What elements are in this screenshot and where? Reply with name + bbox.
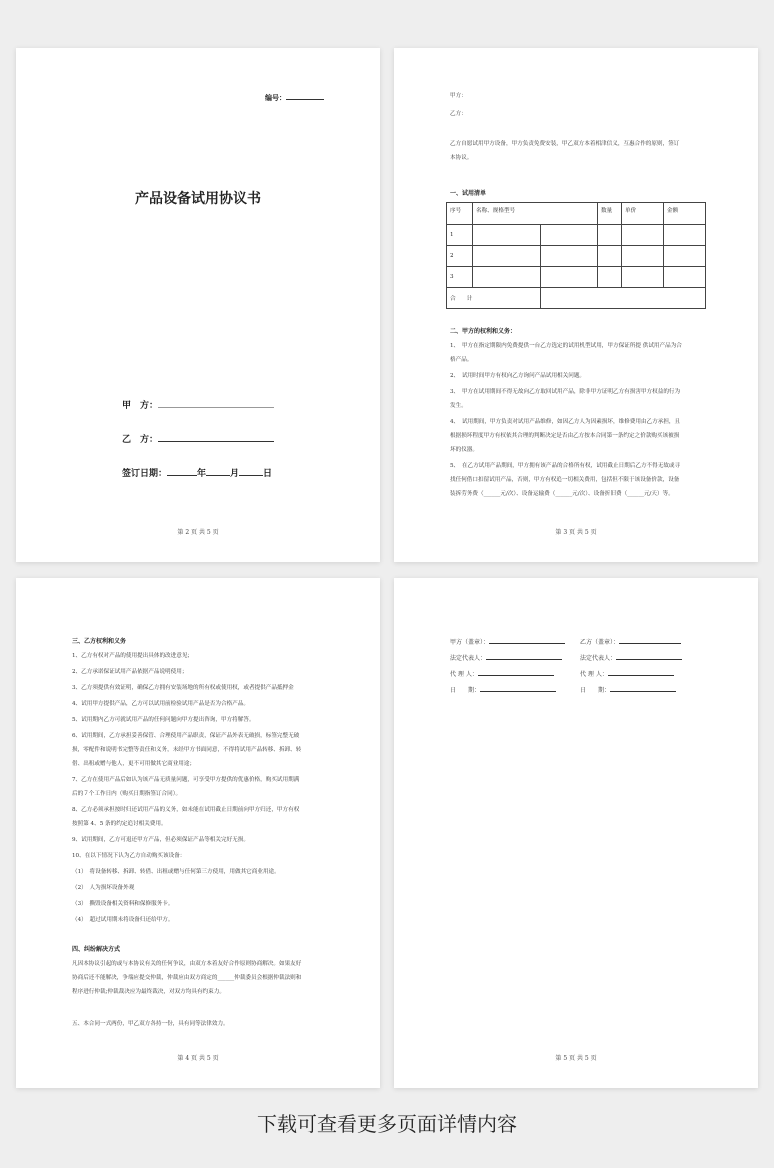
party-a-blank: [158, 400, 274, 408]
table-header-cell: 单价: [622, 203, 664, 225]
page-footer: 第 3 页 共 5 页: [555, 529, 597, 536]
paragraph-line: 1、 甲方在指定期限内免费提供一台乙方选定的试用机型试用，甲方保证所提 供试用产品为合: [450, 343, 682, 349]
sign-date-label: 签订日期：: [122, 469, 168, 479]
paragraph-line: 6、试用期间，乙方承担妥善保管、合理使用产品职责，保证产品外表无破损，标签完整无破: [72, 733, 300, 739]
table-cell: [473, 225, 541, 246]
paragraph-line: 发生。: [450, 403, 467, 409]
paragraph-line: 2、 试用时间甲方有权向乙方询问产品试用相关问题。: [450, 373, 586, 379]
signature-blank: [610, 684, 676, 692]
page-four: [16, 578, 380, 1088]
table-row: [447, 267, 706, 288]
paragraph-line: 找任何借口扣留试用产品，否则，甲方有权追一切相关费用，包括但不限于该设备价款，设备: [450, 477, 680, 483]
table-cell: [598, 246, 622, 267]
sign-date-line: [122, 466, 272, 479]
signature-blank: [616, 652, 682, 660]
table-cell: [541, 225, 598, 246]
table-row: [447, 225, 706, 246]
table-cell: [622, 246, 664, 267]
signature-label: 法定代表人：: [580, 655, 617, 662]
signature-blank: [486, 652, 562, 660]
paragraph-line: 凡因本协议引起的或与本协议有关的任何争议，由双方本着友好合作原则协商解决。如果友好: [72, 961, 302, 967]
signature-label: 代 理 人：: [450, 671, 478, 678]
paragraph-line: （3） 撕毁设备相关资料和保修服务卡。: [72, 901, 174, 907]
paragraph-line: （1） 将设备转移、拆卸、转借、出租或赠与任何第三方使用，用做其它商业用途。: [72, 869, 280, 875]
table-cell: [473, 267, 541, 288]
paragraph-line: 格产品。: [450, 357, 473, 363]
signature-label: 乙方（盖章）：: [580, 639, 620, 646]
signature-label: 甲方（盖章）：: [450, 639, 490, 646]
paragraph-line: 程序进行仲裁;仲裁裁决应为最终裁决，对双方均具有约束力。: [72, 989, 225, 995]
number-label: 编号：: [265, 93, 286, 102]
section-heading: 四、纠纷解决方式: [72, 946, 121, 953]
paragraph-line: 2、乙方承诺保证试用产品依据产品说明使用；: [72, 669, 188, 675]
paragraph-line: 3、乙方须提供有效证明，确保乙方拥有安装场地的所有权或使用权，或者提供产品抵押金: [72, 685, 294, 691]
table-total-label: 合 计: [447, 288, 541, 309]
page-three: [394, 48, 758, 562]
paragraph-line: 损，零配件和说明书完整等责任和义务，未经甲方书面同意，不得将试用产品转移、拆卸、转: [72, 747, 302, 753]
signature-line: [580, 668, 674, 678]
party-b-blank: [158, 434, 274, 442]
table-cell: 2: [447, 246, 473, 267]
table-header-cell: 金额: [664, 203, 706, 225]
signature-blank: [489, 636, 565, 644]
paragraph-line: 10、在以下情况下认为乙方自动购买该设备：: [72, 853, 186, 859]
paragraph-line: 按照第 4、5 条的约定追讨相关费用。: [72, 821, 167, 827]
paragraph-line: 后的７个工作日内（购买日期指签订合同）。: [72, 791, 182, 797]
number-blank: [286, 92, 324, 100]
paragraph-line: 7、乙方在使用产品后如认为该产品无质量问题，可享受甲方提供的优惠价格，购买试用期满: [72, 777, 300, 783]
party-a-line: 甲方：: [450, 93, 467, 99]
paragraph-line: 根据损坏程度甲方有权依其合理的判断决定是否由乙方按本合同第一条约定之价款购买该被损: [450, 433, 680, 439]
month-blank: [206, 468, 230, 476]
table-cell: 3: [447, 267, 473, 288]
year-blank: [167, 468, 197, 476]
paragraph-line: 装拆劳务费（______元/次）、设备运输费（______元/次）、设备折旧费（______元/天）等。: [450, 491, 674, 497]
section-heading: 三、乙方权利和义务: [72, 638, 127, 645]
paragraph-line: 9、试用期间，乙方可退还甲方产品，但必须保证产品等相关完好无损。: [72, 837, 249, 843]
page-footer: 第 4 页 共 5 页: [177, 1055, 219, 1062]
signature-line: [450, 652, 562, 662]
table-cell: [622, 225, 664, 246]
signature-line: [580, 684, 676, 694]
contract-number: [265, 92, 324, 103]
party-b-line: 乙方：: [450, 111, 467, 117]
signature-label: 日 期：: [580, 687, 611, 694]
signature-line: [450, 636, 565, 646]
section-heading: 二、甲方的权利和义务：: [450, 328, 517, 335]
page-footer: 第 2 页 共 5 页: [177, 529, 219, 536]
signature-blank: [478, 668, 554, 676]
table-cell: [598, 225, 622, 246]
table-header-cell: 名称、规格型号: [473, 203, 598, 225]
paragraph-line: 5、试用期内乙方可就试用产品的任何问题向甲方提出咨询，甲方将解答。: [72, 717, 255, 723]
intro-line: 乙方自愿试用甲方设备，甲方负责免费安装，甲乙双方本着相津信义，互惠合作的原则，签订: [450, 141, 680, 147]
party-a-label: 甲 方：: [122, 401, 159, 411]
paragraph-line: 5、 在乙方试用产品期间，甲方拥有该产品的合格所有权，试用截止日期后乙方不得无故或寻: [450, 463, 681, 469]
paragraph-line: （4） 超过试用期未将设备归还给甲方。: [72, 917, 174, 923]
party-b-label: 乙 方：: [122, 435, 159, 445]
paragraph-line: 1、乙方有权对产品的使用提出具体的改进意见；: [72, 653, 194, 659]
table-cell: [622, 267, 664, 288]
paragraph-line: 4、试用甲方提供产品，乙方可以试用前检验试用产品是否为合格产品。: [72, 701, 249, 707]
paragraph-line: 坏的仪器。: [450, 447, 478, 453]
signature-line: [580, 636, 681, 646]
day-label: 日: [263, 469, 273, 479]
trial-list-table: [446, 202, 706, 309]
table-cell: [664, 267, 706, 288]
signature-line: [580, 652, 682, 662]
table-header-row: [447, 203, 706, 225]
signature-line: [450, 684, 556, 694]
signature-line: [450, 668, 554, 678]
signature-label: 法定代表人：: [450, 655, 487, 662]
table-cell: [541, 246, 598, 267]
paragraph-line: （2） 人为损坏设备外观: [72, 885, 135, 891]
page-footer: 第 5 页 共 5 页: [555, 1055, 597, 1062]
download-caption: 下载可查看更多页面详情内容: [257, 1112, 517, 1136]
paragraph-line: 3、 甲方在试用期间不得无故向乙方取回试用产品，除非甲方证明乙方有损害甲方权益的行为: [450, 389, 681, 395]
signature-label: 代 理 人：: [580, 671, 608, 678]
day-blank: [239, 468, 263, 476]
party-b-line: [122, 432, 274, 445]
page-cover: [16, 48, 380, 562]
paragraph-line: 4、 试用期间，甲方负责对试用产品维修，如因乙方人为因素损坏，维修费用由乙方承担，且: [450, 419, 681, 425]
table-row: [447, 246, 706, 267]
party-a-line: [122, 398, 274, 411]
table-cell: [473, 246, 541, 267]
signature-blank: [619, 636, 681, 644]
paragraph-line: 五、本合同一式两份，甲乙双方各持一份，具有同等法律效力。: [72, 1021, 229, 1027]
table-header-cell: 序号: [447, 203, 473, 225]
intro-line: 本协议。: [450, 155, 473, 161]
table-cell: 1: [447, 225, 473, 246]
signature-label: 日 期：: [450, 687, 481, 694]
signature-blank: [608, 668, 674, 676]
signature-blank: [480, 684, 556, 692]
table-total-value: [541, 288, 706, 309]
document-title: 产品设备试用协议书: [135, 191, 261, 207]
table-header-cell: 数量: [598, 203, 622, 225]
paragraph-line: 借、出租或赠与他人，更不可用做其它商业用途；: [72, 761, 196, 767]
month-label: 月: [230, 469, 240, 479]
year-label: 年: [197, 469, 207, 479]
table-cell: [664, 246, 706, 267]
table-cell: [664, 225, 706, 246]
section-heading: 一、试用清单: [450, 190, 487, 197]
page-five: [394, 578, 758, 1088]
paragraph-line: 8、乙方必须承担按时归还试用产品的义务，如未能在试用截止日期前向甲方归还，甲方有权: [72, 807, 300, 813]
paragraph-line: 协商后还不能解决，争端应提交仲裁，仲裁应由双方商定的______仲裁委员会根据仲裁法则和: [72, 975, 302, 981]
table-cell: [598, 267, 622, 288]
table-cell: [541, 267, 598, 288]
table-total-row: [447, 288, 706, 309]
